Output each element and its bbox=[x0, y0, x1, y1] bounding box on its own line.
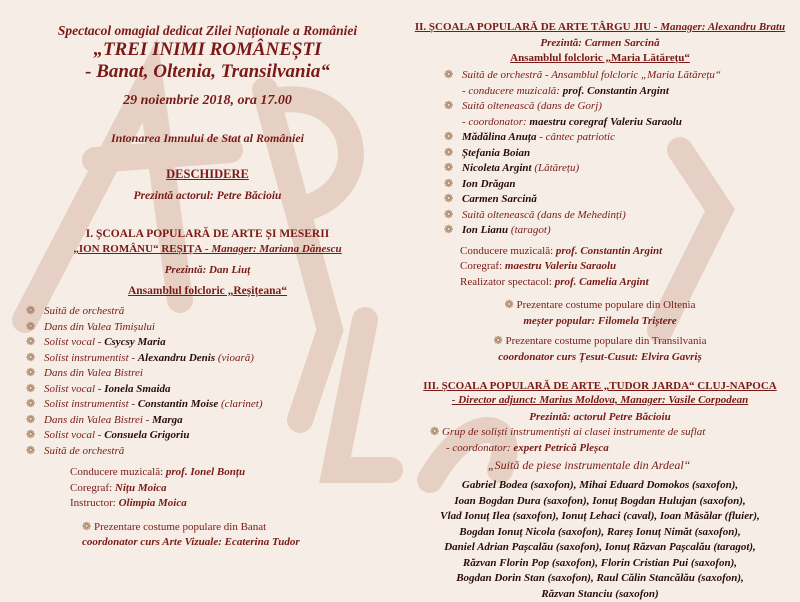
list-item: ❁ Carmen Sarcină bbox=[438, 192, 790, 208]
ornament-icon: ❁ bbox=[505, 299, 517, 311]
performer-line: Daniel Adrian Pașcalău (saxofon), Ionuț Răzvan Pașcalău (taragot), bbox=[410, 540, 790, 556]
list-item: ❁ Ion Drăgan bbox=[438, 177, 790, 193]
list-item: ❁ Suită de orchestră bbox=[20, 304, 395, 320]
ornament-icon: ❁ bbox=[444, 208, 453, 224]
list-item: ❁ Suită de orchestră bbox=[20, 444, 395, 460]
list-item: ❁ Ștefania Boian bbox=[438, 146, 790, 162]
ornament-icon: ❁ bbox=[494, 335, 506, 347]
ornament-icon: ❁ bbox=[444, 68, 453, 84]
list-item: ❁ Suită oltenească (dans de Mehedinți) bbox=[438, 208, 790, 224]
list-item: ❁ Solist vocal - Consuela Grigoriu bbox=[20, 428, 395, 444]
section3-group: ❁ Grup de soliști instrumentiști ai clasei instrumente de suflat bbox=[410, 425, 790, 441]
credit-line: Conducere muzicală: prof. Ionel Bonțu bbox=[20, 465, 395, 481]
performer-line: Răzvan Florin Pop (saxofon), Florin Cristian Pui (saxofon), bbox=[410, 556, 790, 572]
list-item: ❁ Solist instrumentist - Constantin Moise (clarinet) bbox=[20, 397, 395, 413]
section3-performers bbox=[410, 478, 790, 602]
list-item: ❁ Mădălina Anuța - cântec patriotic bbox=[438, 130, 790, 146]
opening-heading: DESCHIDERE bbox=[20, 167, 395, 182]
list-item: ❁ Dans din Valea Bistrei bbox=[20, 366, 395, 382]
list-item: ❁ Ion Lianu (taragot) bbox=[438, 223, 790, 239]
list-item: ❁ Solist instrumentist - Alexandru Denis (vioară) bbox=[20, 351, 395, 367]
ornament-icon: ❁ bbox=[430, 426, 442, 438]
performer-line: Ioan Bogdan Dura (saxofon), Ionuț Bogdan Hulujan (saxofon), bbox=[410, 494, 790, 510]
ornament-icon: ❁ bbox=[26, 304, 35, 320]
ornament-icon: ❁ bbox=[26, 335, 35, 351]
section3-presenter: Prezintă: actorul Petre Băcioiu bbox=[410, 411, 790, 423]
ornament-icon: ❁ bbox=[26, 413, 35, 429]
section3-suite: „Suită de piese instrumentale din Ardeal“ bbox=[410, 458, 790, 473]
performer-line: Gabriel Bodea (saxofon), Mihai Eduard Domokos (saxofon), bbox=[410, 478, 790, 494]
section1-ensemble: Ansamblul folcloric „Reșițeana“ bbox=[20, 285, 395, 297]
list-item: ❁ Dans din Valea Timișului bbox=[20, 320, 395, 336]
section3-title: III. ȘCOALA POPULARĂ DE ARTE „TUDOR JARDA“ CLUJ-NAPOCA bbox=[410, 379, 790, 393]
ornament-icon: ❁ bbox=[444, 99, 453, 115]
ornament-icon: ❁ bbox=[26, 351, 35, 367]
section1-credits bbox=[20, 465, 395, 512]
section2-ensemble: Ansamblul folcloric „Maria Lătărețu“ bbox=[410, 52, 790, 64]
credit-line: Coregraf: maestru Valeriu Saraolu bbox=[410, 259, 790, 275]
section1-costumes: ❁ Prezentare costume populare din Banat bbox=[20, 520, 395, 536]
list-item: ❁ Solist vocal - Ionela Smaida bbox=[20, 382, 395, 398]
section1-program-list bbox=[20, 304, 395, 459]
list-item: ❁ Dans din Valea Bistrei - Marga bbox=[20, 413, 395, 429]
section2-master: meșter popular: Filomela Triștere bbox=[410, 314, 790, 330]
ornament-icon: ❁ bbox=[26, 320, 35, 336]
ornament-icon: ❁ bbox=[26, 397, 35, 413]
list-item: ❁ Solist vocal - Csycsy Maria bbox=[20, 335, 395, 351]
ornament-icon: ❁ bbox=[444, 223, 453, 239]
list-item: ❁ Nicoleta Argint (Lătărețu) bbox=[438, 161, 790, 177]
list-item: - conducere muzicală: prof. Constantin Argint bbox=[438, 84, 790, 100]
ornament-icon: ❁ bbox=[26, 428, 35, 444]
section2-credits bbox=[410, 244, 790, 291]
section2-program-list bbox=[410, 68, 790, 239]
right-column bbox=[410, 0, 790, 602]
event-subtitle: - Banat, Oltenia, Transilvania“ bbox=[20, 61, 395, 83]
section1-subtitle: „ION ROMÂNU“ REȘIȚA - Manager: Mariana Dănescu bbox=[20, 242, 395, 256]
performer-line: Bogdan Ionuț Nicola (saxofon), Rareș Ionuț Nimăt (saxofon), bbox=[410, 525, 790, 541]
left-column bbox=[20, 0, 395, 551]
credit-line: Instructor: Olimpia Moica bbox=[20, 496, 395, 512]
anthem-line: Intonarea Imnului de Stat al României bbox=[20, 131, 395, 146]
credit-line: Realizator spectacol: prof. Camelia Argint bbox=[410, 275, 790, 291]
ornament-icon: ❁ bbox=[444, 177, 453, 193]
ornament-icon: ❁ bbox=[26, 366, 35, 382]
performer-line: Vlad Ionuț Ilea (saxofon), Ionuț Lehaci (caval), Ioan Măsălar (fluier), bbox=[410, 509, 790, 525]
section2-title: II. ȘCOALA POPULARĂ DE ARTE TÂRGU JIU - Manager: Alexandru Bratu bbox=[410, 20, 790, 34]
ornament-icon: ❁ bbox=[82, 521, 94, 533]
event-title: „TREI INIMI ROMÂNEȘTI bbox=[20, 39, 395, 61]
credit-line: Conducere muzicală: prof. Constantin Argint bbox=[410, 244, 790, 260]
ornament-icon: ❁ bbox=[444, 192, 453, 208]
list-item: ❁ Suită oltenească (dans de Gorj) bbox=[438, 99, 790, 115]
ornament-icon: ❁ bbox=[444, 130, 453, 146]
list-item: ❁ Suită de orchestră - Ansamblul folcloric „Maria Lătărețu“ bbox=[438, 68, 790, 84]
section1-presenter: Prezintă: Dan Liuț bbox=[20, 264, 395, 276]
section2-costumes-transilvania: ❁ Prezentare costume populare din Transilvania bbox=[410, 334, 790, 350]
ornament-icon: ❁ bbox=[444, 161, 453, 177]
section3-coordinator: - coordonator: expert Petrică Pleșca bbox=[410, 441, 790, 457]
section1-coordinator: coordonator curs Arte Vizuale: Ecaterina Tudor bbox=[20, 535, 395, 551]
ornament-icon: ❁ bbox=[26, 382, 35, 398]
ornament-icon: ❁ bbox=[444, 146, 453, 162]
performer-line: Răzvan Stanciu (saxofon) bbox=[410, 587, 790, 602]
section2-presenter: Prezintă: Carmen Sarcină bbox=[410, 37, 790, 49]
event-header: Spectacol omagial dedicat Zilei Naționale a României bbox=[20, 22, 395, 39]
section1-title: I. ȘCOALA POPULARĂ DE ARTE ȘI MESERII bbox=[20, 227, 395, 242]
section2-costumes-oltenia: ❁ Prezentare costume populare din Oltenia bbox=[410, 298, 790, 314]
credit-line: Coregraf: Nițu Moica bbox=[20, 481, 395, 497]
ornament-icon: ❁ bbox=[26, 444, 35, 460]
event-date: 29 noiembrie 2018, ora 17.00 bbox=[20, 93, 395, 109]
section2-coordinator: coordonator curs Țesut-Cusut: Elvira Gavriș bbox=[410, 350, 790, 366]
opening-presenter: Prezintă actorul: Petre Băcioiu bbox=[20, 190, 395, 202]
performer-line: Bogdan Dorin Stan (saxofon), Raul Călin Stancălău (saxofon), bbox=[410, 571, 790, 587]
section3-subtitle: - Director adjunct: Marius Moldova, Manager: Vasile Corpodean bbox=[410, 393, 790, 407]
list-item: - coordonator: maestru coregraf Valeriu Saraolu bbox=[438, 115, 790, 131]
